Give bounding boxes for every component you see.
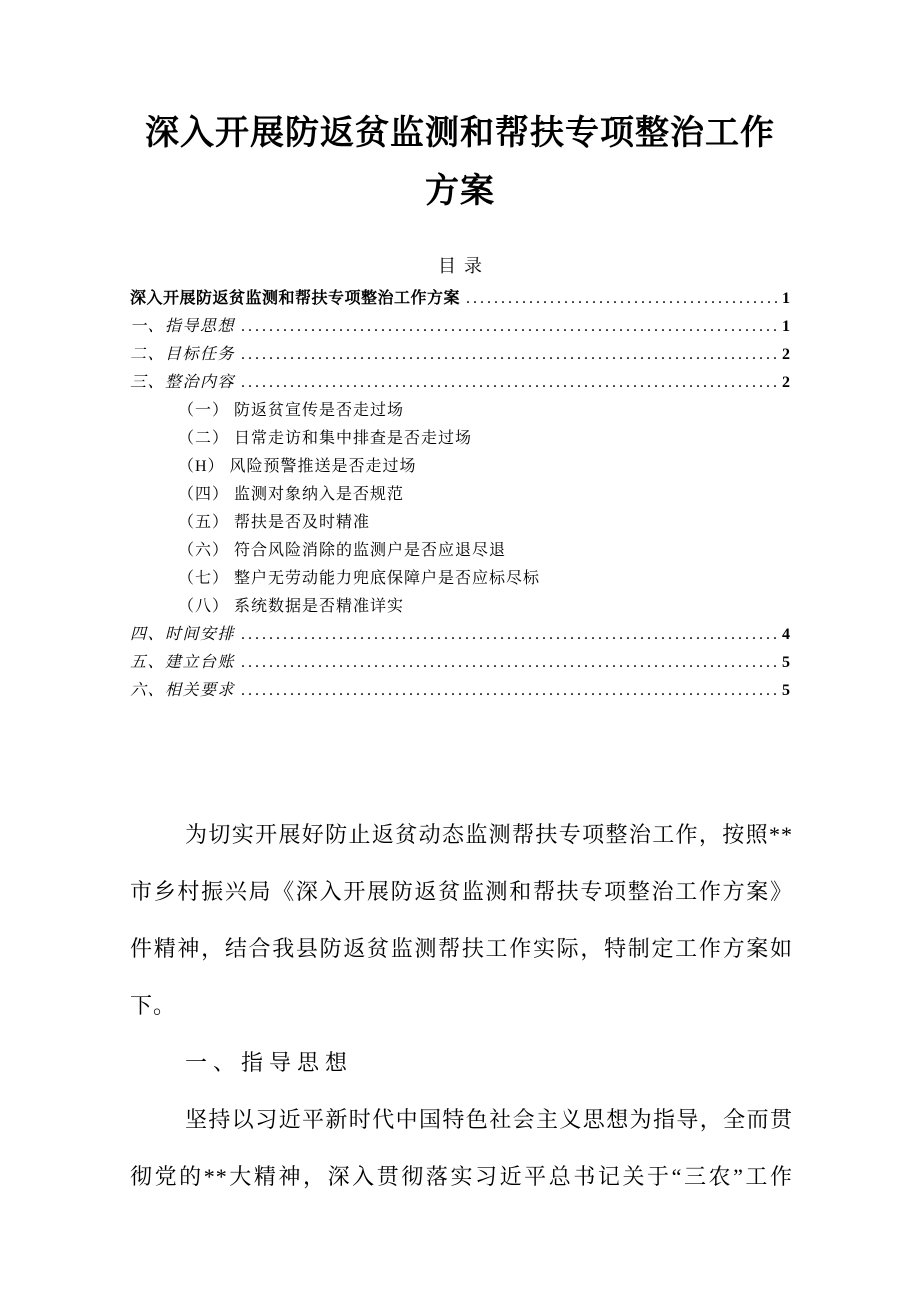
toc-entry[interactable]	[130, 621, 790, 649]
toc-entry[interactable]	[130, 509, 790, 537]
toc-entry-label: （二） 日常走访和集中排查是否走过场	[178, 430, 473, 447]
toc-page-number: 5	[782, 682, 790, 699]
toc-dot-leader	[241, 313, 779, 341]
toc-title: 目录	[438, 256, 490, 276]
toc-dot-leader	[241, 621, 779, 649]
toc-entry-label: 五、建立台账	[130, 654, 236, 671]
toc-entry-label: 三、整治内容	[130, 374, 236, 391]
section-heading: 一、指导思想	[185, 1050, 354, 1075]
paragraph-line: 坚持以习近平新时代中国特色社会主义思想为指导，全而贯	[185, 1107, 793, 1132]
toc-entry[interactable]	[130, 593, 790, 621]
toc-entry-label: （七） 整户无劳动能力兜底保障户是否应标尽标	[178, 570, 541, 587]
document-body	[130, 806, 793, 1205]
toc-entry-label: 二、目标任务	[130, 346, 236, 363]
toc-dot-leader	[241, 677, 779, 705]
toc-entry[interactable]	[130, 537, 790, 565]
toc-entry-label: （五） 帮扶是否及时精准	[178, 514, 371, 531]
toc-entry[interactable]	[130, 565, 790, 593]
paragraph-line: 彻党的**大精神，深入贯彻落实习近平总书记关于“三农”工作	[130, 1164, 793, 1189]
toc-entry[interactable]	[130, 285, 790, 313]
toc-page-number: 2	[782, 346, 790, 363]
paragraph-line: 为切实开展好防止返贫动态监测帮扶专项整治工作，按照**	[185, 822, 793, 847]
toc-dot-leader	[241, 341, 779, 369]
toc-page-number: 4	[782, 626, 790, 643]
toc-entry[interactable]	[130, 425, 790, 453]
toc-page-number: 1	[782, 318, 790, 335]
paragraph-line: 下。	[130, 993, 177, 1018]
toc-entry[interactable]	[130, 369, 790, 397]
toc-dot-leader	[241, 649, 779, 677]
document-title: 深入开展防返贫监测和帮扶专项整治工作方案	[145, 114, 775, 210]
toc-entry-label: 一、指导思想	[130, 318, 236, 335]
toc-entry[interactable]	[130, 677, 790, 705]
toc-page-number: 1	[782, 290, 790, 307]
toc-dot-leader	[241, 369, 779, 397]
toc-entry-label: （H） 风险预警推送是否走过场	[178, 458, 417, 475]
toc-entry[interactable]	[130, 649, 790, 677]
toc-entry-label: （八） 系统数据是否精准详实	[178, 598, 405, 615]
toc-entry-label: 深入开展防返贫监测和帮扶专项整治工作方案	[130, 290, 461, 307]
table-of-contents	[130, 251, 790, 705]
toc-entry-label: （四） 监测对象纳入是否规范	[178, 486, 405, 503]
toc-entry[interactable]	[130, 313, 790, 341]
toc-entry-label: （六） 符合风险消除的监测户是否应退尽退	[178, 542, 507, 559]
toc-entry-label: 六、相关要求	[130, 682, 236, 699]
toc-entry[interactable]	[130, 481, 790, 509]
toc-entry-label: 四、时间安排	[130, 626, 236, 643]
toc-list	[130, 285, 790, 705]
toc-entry[interactable]	[130, 397, 790, 425]
toc-dot-leader	[466, 285, 779, 313]
toc-entry[interactable]	[130, 453, 790, 481]
toc-page-number: 5	[782, 654, 790, 671]
toc-entry[interactable]	[130, 341, 790, 369]
toc-page-number: 2	[782, 374, 790, 391]
paragraph-line: 件精神，结合我县防返贫监测帮扶工作实际，特制定工作方案如	[130, 936, 793, 961]
paragraph-line: 市乡村振兴局《深入开展防返贫监测和帮扶专项整治工作方案》	[130, 879, 793, 904]
toc-entry-label: （一） 防返贫宣传是否走过场	[178, 402, 405, 419]
